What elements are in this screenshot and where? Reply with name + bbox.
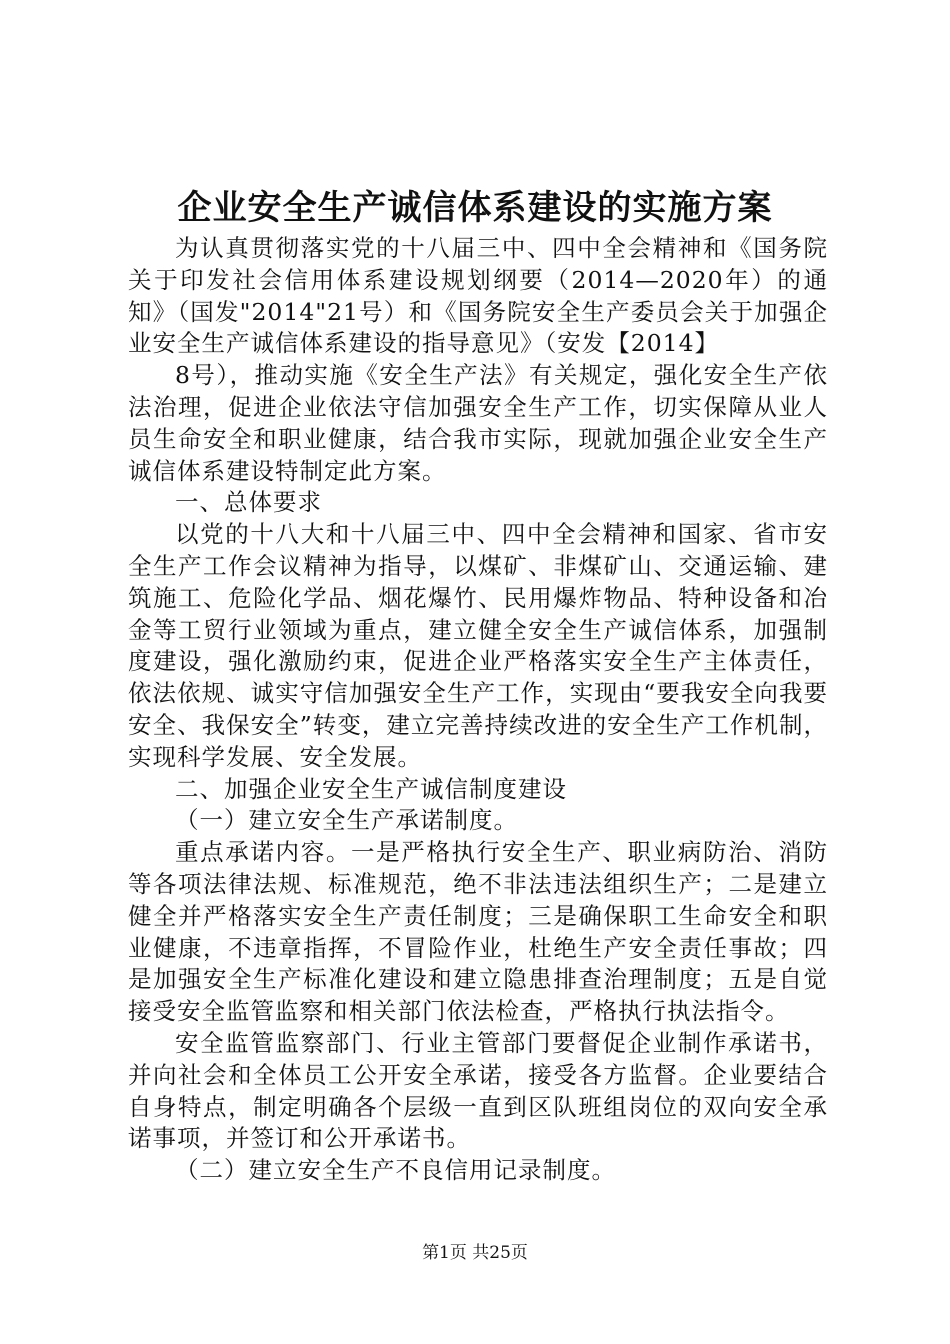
subsection-heading-commitment-system: （一）建立安全生产承诺制度。	[175, 806, 518, 835]
paragraph-commitment-content: 重点承诺内容。一是严格执行安全生产、职业病防治、消防等各项法律法规、标准规范，绝不非法违法组织生产；二是建立健全并严格落实安全生产责任制度；三是确保职工生命安全和职业健康，不违章指挥，不冒险作业，杜绝生产安全责任事故；四是加强安全生产标准化建设和建立隐患排查治理制度；五是自觉接受安全监管监察和相关部门依法检查，严格执行执法指令。	[128, 838, 828, 1026]
section-heading-integrity-system: 二、加强企业安全生产诚信制度建设	[175, 774, 567, 803]
section-heading-overall-requirements: 一、总体要求	[175, 488, 322, 517]
document-title: 企业安全生产诚信体系建设的实施方案	[177, 188, 773, 228]
paragraph-overall-requirements: 以党的十八大和十八届三中、四中全会精神和国家、省市安全生产工作会议精神为指导，以煤矿、非煤矿山、交通运输、建筑施工、危险化学品、烟花爆竹、民用爆炸物品、特种设备和冶金等工贸行业领域为重点，建立健全安全生产诚信体系，加强制度建设，强化激励约束，促进企业严格落实安全生产主体责任，依法依规、诚实守信加强安全生产工作，实现由“要我安全向我要安全、我保安全”转变，建立完善持续改进的安全生产工作机制，实现科学发展、安全发展。	[128, 520, 828, 771]
page-footer: 第1页 共25页	[422, 1243, 528, 1263]
paragraph-commitment-supervision: 安全监管监察部门、行业主管部门要督促企业制作承诺书，并向社会和全体员工公开安全承诺，接受各方监督。企业要结合自身特点，制定明确各个层级一直到区队班组岗位的双向安全承诺事项，并签订和公开承诺书。	[128, 1028, 828, 1153]
document-body	[128, 233, 828, 1187]
subsection-heading-bad-credit-record: （二）建立安全生产不良信用记录制度。	[175, 1156, 616, 1185]
paragraph-intro-continued: 8号），推动实施《安全生产法》有关规定，强化安全生产依法治理，促进企业依法守信加强安全生产工作，切实保障从业人员生命安全和职业健康，结合我市实际，现就加强企业安全生产诚信体系建设特制定此方案。	[128, 361, 828, 485]
paragraph-intro: 为认真贯彻落实党的十八届三中、四中全会精神和《国务院关于印发社会信用体系建设规划纲要（2014—2020年）的通知》（国发"2014"21号）和《国务院安全生产委员会关于加强企业安全生产诚信体系建设的指导意见》（安发【2014】	[128, 234, 828, 358]
